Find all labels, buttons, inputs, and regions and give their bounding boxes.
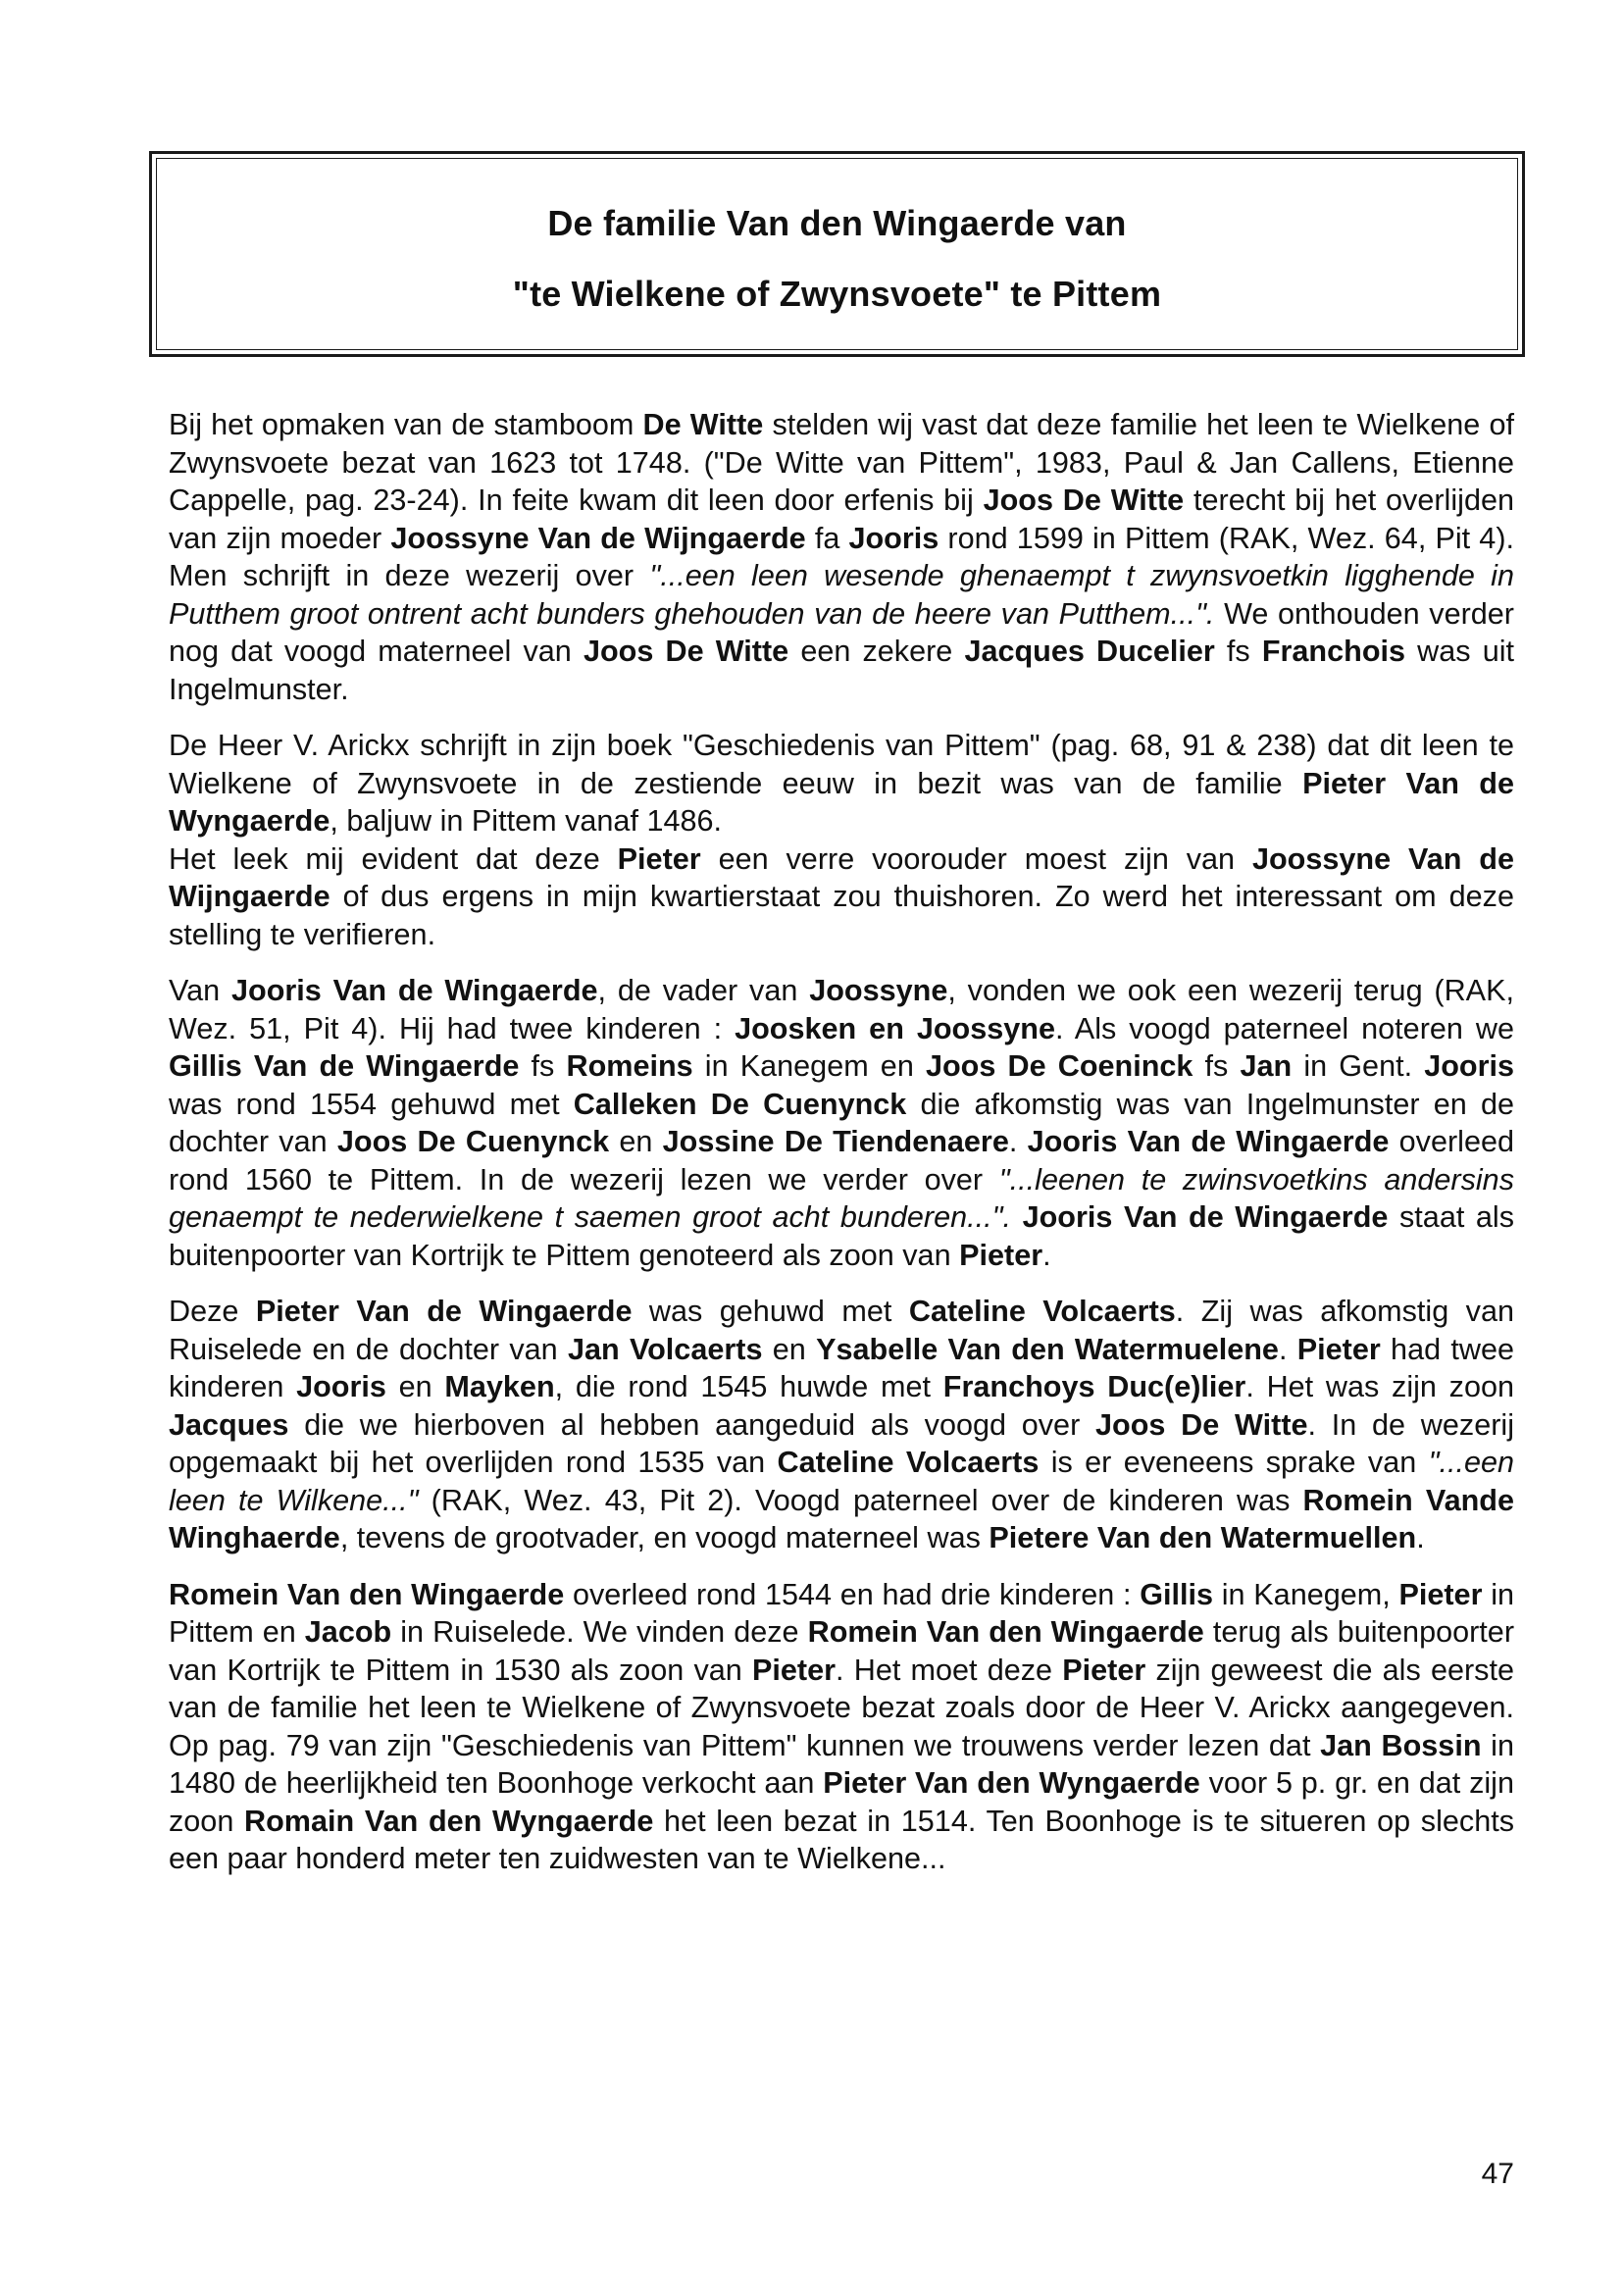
page-number: 47 xyxy=(1481,2158,1514,2190)
bold-name: Pieter xyxy=(1296,1332,1381,1366)
quoted-source-text: "...een leen wesende ghenaempt t zwynsvoetkin ligghende in Putthem groot ontrent acht bunders ghehouden van de heere van Putthem...". xyxy=(169,559,1514,631)
bold-name: Joos De Witte xyxy=(583,635,789,668)
text-run: fa xyxy=(805,521,849,555)
bold-name: Jooris xyxy=(848,521,939,555)
paragraph xyxy=(169,840,1514,954)
bold-name: Pieter xyxy=(617,841,701,876)
page-title-line-1: De familie Van den Wingaerde van xyxy=(547,203,1127,243)
bold-name: Jacques xyxy=(169,1407,289,1442)
text-run: fs xyxy=(519,1049,567,1083)
bold-name: Joos De Witte xyxy=(1095,1407,1308,1442)
bold-name: Pieter xyxy=(752,1653,837,1687)
bold-name: Romein Van den Wingaerde xyxy=(807,1615,1204,1649)
bold-name: Pieter Van den Wyngaerde xyxy=(823,1766,1200,1800)
text-run: in 1480 de heerlijkheid ten Boonhoge verkocht aan xyxy=(169,1728,1514,1800)
bold-name: Ysabelle Van den Watermuelene xyxy=(816,1332,1279,1366)
text-run: Het leek mij evident dat deze xyxy=(169,841,618,876)
bold-name: Romein Vande Winghaerde xyxy=(169,1483,1514,1554)
bold-name: Cateline Volcaerts xyxy=(908,1295,1176,1328)
text-run: terecht bij het overlijden van zijn moeder xyxy=(169,484,1514,555)
text-run: . Het moet deze xyxy=(836,1653,1063,1687)
text-run: . xyxy=(1416,1521,1425,1554)
bold-name: Romain Van den Wyngaerde xyxy=(244,1804,654,1838)
bold-name: Joossyne xyxy=(809,974,948,1007)
paragraph xyxy=(169,972,1514,1274)
text-run: een zekere xyxy=(788,635,965,668)
text-run: had twee kinderen xyxy=(169,1332,1515,1403)
title-box xyxy=(149,151,1525,357)
text-run: fs xyxy=(1214,635,1262,668)
paragraph xyxy=(169,1576,1514,1878)
bold-name: Pieter xyxy=(1062,1653,1146,1687)
text-run: een verre voorouder moest zijn van xyxy=(700,841,1252,876)
text-run: of dus ergens in mijn kwartierstaat zou thuishoren. Zo werd het interessant om deze stelling te verifieren. xyxy=(169,880,1514,951)
bold-name: Gillis Van de Wingaerde xyxy=(169,1049,520,1083)
text-run: , de vader van xyxy=(597,974,810,1007)
bold-name: Jan Bossin xyxy=(1320,1728,1482,1762)
text-run xyxy=(1011,1200,1023,1234)
bold-name: De Witte xyxy=(642,408,764,441)
bold-name: Joos De Witte xyxy=(983,484,1185,517)
text-run: en xyxy=(385,1370,445,1403)
bold-name: Jan xyxy=(1240,1049,1293,1083)
text-run: . Zij was afkomstig van Ruiselede en de dochter van xyxy=(169,1295,1514,1366)
text-run: in Kanegem, xyxy=(1213,1577,1399,1611)
text-run: en xyxy=(609,1125,663,1158)
text-run: , vonden we ook een wezerij terug (RAK, Wez. 51, Pit 4). Hij had twee kinderen : xyxy=(169,974,1514,1045)
text-run: staat als buitenpoorter van Kortrijk te Pittem genoteerd als zoon van xyxy=(169,1200,1515,1272)
paragraph xyxy=(169,1293,1514,1557)
bold-name: Mayken xyxy=(444,1370,555,1403)
bold-name: Franchoys Duc(e)lier xyxy=(942,1370,1246,1403)
bold-name: Calleken De Cuenynck xyxy=(573,1087,907,1121)
text-run: was gehuwd met xyxy=(632,1295,909,1328)
text-run: . xyxy=(1042,1238,1051,1272)
text-run: Van xyxy=(169,974,231,1007)
bold-name: Joos De Coeninck xyxy=(925,1049,1193,1083)
bold-name: Pieter Van de Wingaerde xyxy=(255,1295,633,1328)
text-run: . Als voogd paterneel noteren we xyxy=(1055,1011,1514,1045)
bold-name: Franchois xyxy=(1261,635,1406,668)
article-body xyxy=(169,406,1514,1897)
text-run: . Het was zijn zoon xyxy=(1245,1370,1515,1403)
text-run: in Pittem en xyxy=(169,1577,1515,1649)
bold-name: Jan Volcaerts xyxy=(567,1332,763,1366)
text-run: rond 1599 in Pittem (RAK, Wez. 64, Pit 4). Men schrijft in deze wezerij over xyxy=(169,521,1515,592)
bold-name: Joosken en Joossyne xyxy=(735,1011,1055,1045)
bold-name: Jacques Ducelier xyxy=(964,635,1215,668)
paragraph xyxy=(169,727,1514,840)
bold-name: Jooris Van de Wingaerde xyxy=(1027,1125,1390,1158)
text-run: overleed rond 1544 en had drie kinderen : xyxy=(564,1577,1141,1611)
text-run: De Heer V. Arickx schrijft in zijn boek "Geschiedenis van Pittem" (pag. 68, 91 & 238) dat dit leen te Wielkene of Zwynsvoete in de zestiende eeuw in bezit was van de familie xyxy=(169,729,1514,800)
bold-name: Gillis xyxy=(1140,1577,1214,1611)
text-run: . In de wezerij opgemaakt bij het overlijden rond 1535 van xyxy=(169,1407,1515,1479)
text-run: (RAK, Wez. 43, Pit 2). Voogd paterneel over de kinderen was xyxy=(418,1483,1303,1517)
text-run: was rond 1554 gehuwd met xyxy=(169,1087,574,1121)
text-run: stelden wij vast dat deze familie het leen te Wielkene of Zwynsvoete bezat van 1623 tot 1748. ("De Witte van Pittem", 1983, Paul & Jan Callens, Etienne Cappelle, pag. 23-24). In feite kwam dit leen door erfenis bij xyxy=(169,408,1514,517)
text-run: was uit Ingelmunster. xyxy=(169,635,1515,706)
quoted-source-text: "...leenen te zwinsvoetkins andersins genaempt te nederwielkene t saemen groot acht bunderen...". xyxy=(169,1162,1514,1234)
bold-name: Pieter xyxy=(1398,1577,1483,1611)
bold-name: Cateline Volcaerts xyxy=(777,1446,1040,1479)
bold-name: Jossine De Tiendenaere xyxy=(662,1125,1009,1158)
text-run: overleed rond 1560 te Pittem. In de wezerij lezen we verder over xyxy=(169,1125,1515,1196)
bold-name: Joossyne Van de Wijngaerde xyxy=(169,841,1514,913)
text-run: terug als buitenpoorter van Kortrijk te Pittem in 1530 als zoon van xyxy=(169,1615,1515,1687)
text-run: zijn geweest die als eerste van de familie het leen te Wielkene of Zwynsvoete bezat zoals door de Heer V. Arickx aangegeven. Op pag. 79 van zijn "Geschiedenis van Pittem" kunnen we trouwens verder lezen dat xyxy=(169,1653,1514,1762)
bold-name: Pietere Van den Watermuellen xyxy=(989,1521,1417,1554)
text-run: . xyxy=(1278,1332,1297,1366)
text-run: , die rond 1545 huwde met xyxy=(554,1370,943,1403)
text-run: in Gent. xyxy=(1292,1049,1425,1083)
text-run: fs xyxy=(1193,1049,1241,1083)
text-run: We onthouden verder nog dat voogd materneel van xyxy=(169,596,1514,668)
text-run: , baljuw in Pittem vanaf 1486. xyxy=(330,804,723,838)
text-run: , tevens de grootvader, en voogd materneel was xyxy=(339,1521,990,1554)
text-run: en xyxy=(762,1332,817,1366)
text-run: het leen bezat in 1514. Ten Boonhoge is te situeren op slechts een paar honderd meter ten zuidwesten van te Wielkene... xyxy=(169,1804,1515,1875)
bold-name: Pieter Van de Wyngaerde xyxy=(169,766,1514,838)
text-run: in Ruiselede. We vinden deze xyxy=(391,1615,808,1649)
bold-name: Jooris Van de Wingaerde xyxy=(231,974,598,1007)
text-run: die we hierboven al hebben aangeduid als voogd over xyxy=(288,1407,1096,1442)
page-title-line-2: "te Wielkene of Zwynsvoete" te Pittem xyxy=(512,274,1162,314)
text-run: Bij het opmaken van de stamboom xyxy=(169,408,643,441)
bold-name: Jooris Van de Wingaerde xyxy=(1022,1200,1389,1234)
bold-name: Romein Van den Wingaerde xyxy=(169,1577,565,1611)
bold-name: Jacob xyxy=(304,1615,392,1649)
paragraph xyxy=(169,406,1514,708)
bold-name: Jooris xyxy=(1424,1049,1515,1083)
text-run: in Kanegem en xyxy=(692,1049,926,1083)
text-run: . xyxy=(1008,1125,1028,1158)
text-run: die afkomstig was van Ingelmunster en de dochter van xyxy=(169,1087,1514,1158)
bold-name: Romeins xyxy=(566,1049,693,1083)
bold-name: Joos De Cuenynck xyxy=(336,1125,610,1158)
bold-name: Jooris xyxy=(296,1370,386,1403)
text-run: is er eveneens sprake van xyxy=(1039,1446,1429,1479)
text-run: voor 5 p. gr. en dat zijn zoon xyxy=(169,1766,1514,1838)
bold-name: Pieter xyxy=(959,1238,1043,1272)
quoted-source-text: "...een leen te Wilkene..." xyxy=(169,1446,1514,1517)
bold-name: Joossyne Van de Wijngaerde xyxy=(390,521,806,555)
text-run: Deze xyxy=(169,1295,256,1328)
